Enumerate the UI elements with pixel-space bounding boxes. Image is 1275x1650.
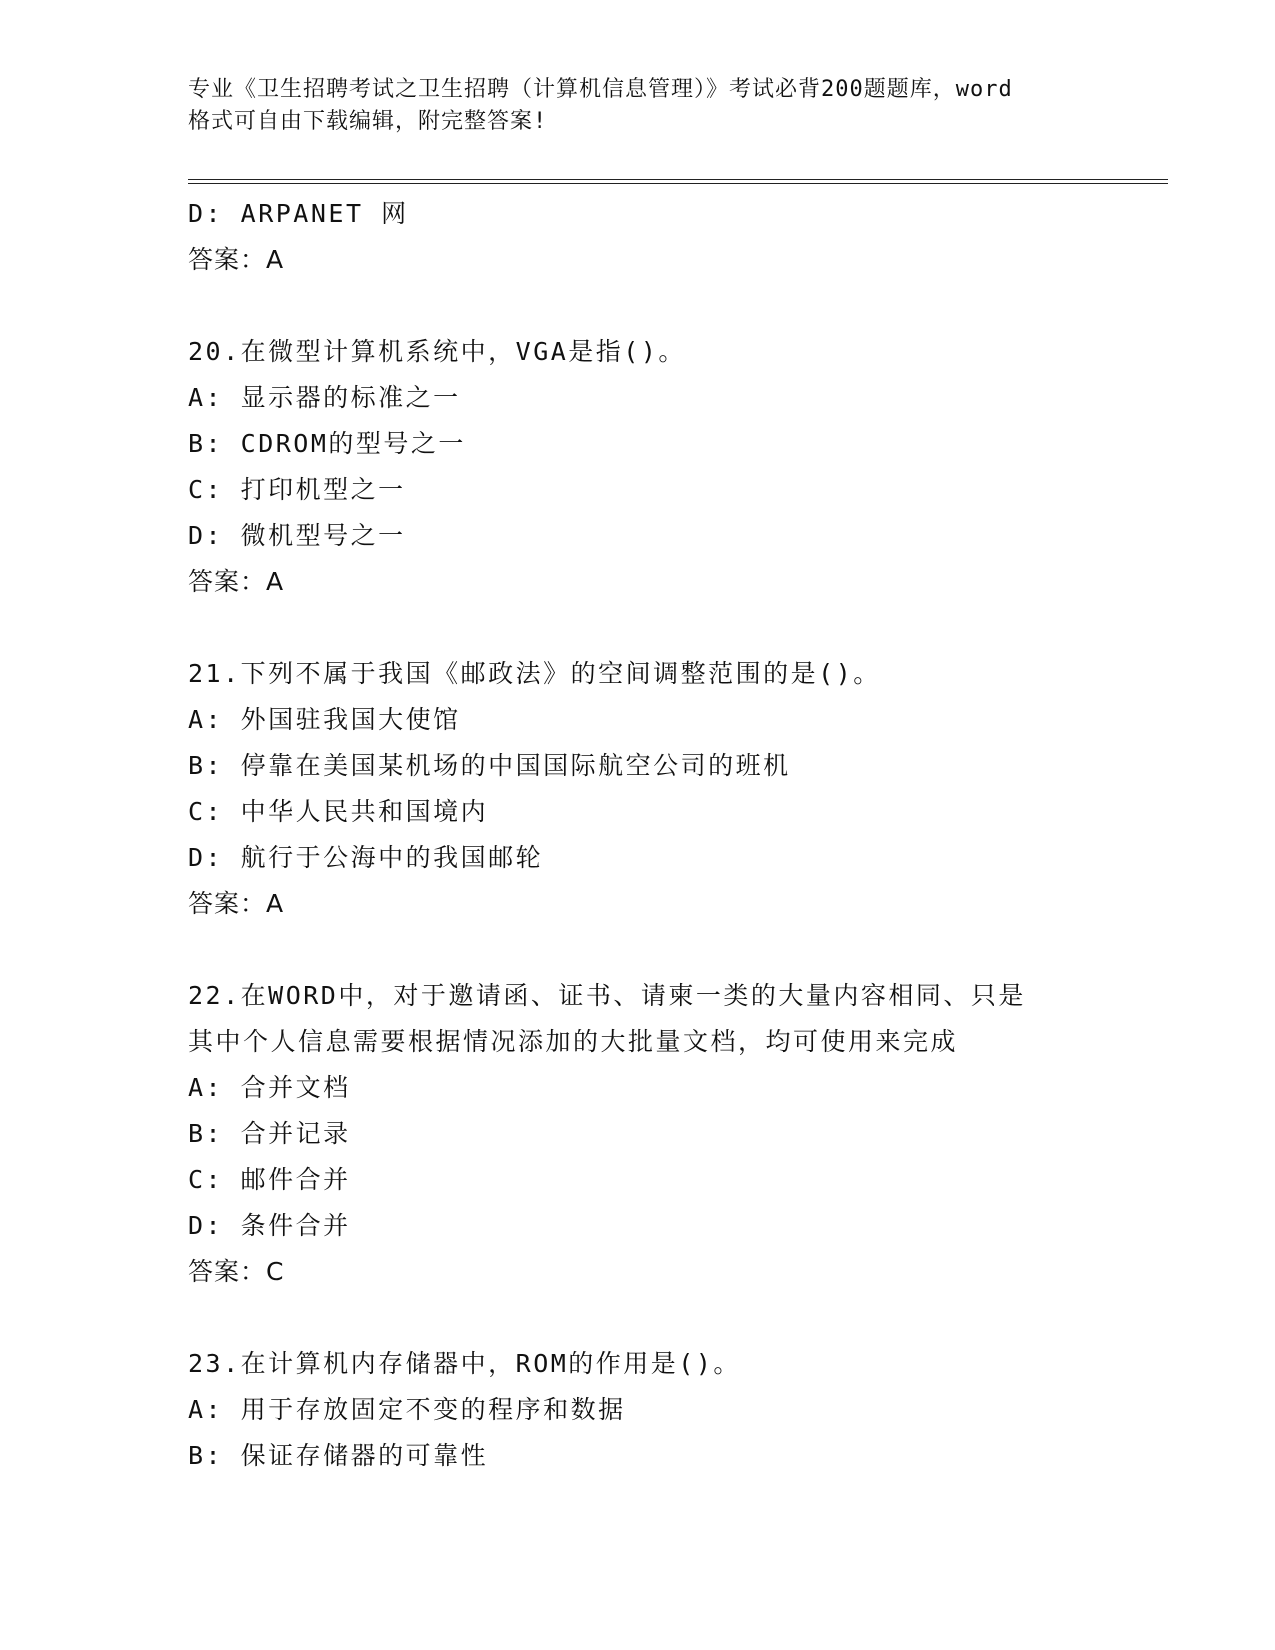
option-c: C: 邮件合并 (188, 1165, 351, 1194)
option-a: A: 显示器的标准之一 (188, 383, 461, 412)
option-d: D: 航行于公海中的我国邮轮 (188, 843, 544, 872)
option-d: D: 微机型号之一 (188, 521, 406, 550)
option-b: B: 合并记录 (188, 1119, 351, 1148)
question-stem: 21.下列不属于我国《邮政法》的空间调整范围的是()。 (188, 659, 881, 688)
header-divider-bottom (188, 183, 1168, 184)
option-d: D: ARPANET 网 (188, 199, 409, 228)
question-stem-line-1: 22.在WORD中，对于邀请函、证书、请柬一类的大量内容相同、只是 (188, 981, 1026, 1010)
option-c: C: 打印机型之一 (188, 475, 406, 504)
header-title-line-1: 专业《卫生招聘考试之卫生招聘（计算机信息管理）》考试必背200题题库，word (188, 77, 1013, 102)
question-stem-line-2: 其中个人信息需要根据情况添加的大批量文档，均可使用来完成 (188, 1027, 959, 1056)
option-d: D: 条件合并 (188, 1211, 351, 1240)
question-list (188, 191, 1168, 1479)
option-c: C: 中华人民共和国境内 (188, 797, 489, 826)
answer-line: 答案：A (188, 245, 285, 274)
answer-line: 答案：A (188, 889, 285, 918)
question-stem: 23.在计算机内存储器中，ROM的作用是()。 (188, 1349, 741, 1378)
answer-line: 答案：A (188, 567, 285, 596)
document-header (188, 74, 1108, 138)
option-b: B: CDROM的型号之一 (188, 429, 466, 458)
header-divider-top (188, 179, 1168, 180)
option-a: A: 合并文档 (188, 1073, 351, 1102)
option-a: A: 用于存放固定不变的程序和数据 (188, 1395, 626, 1424)
answer-line: 答案：C (188, 1257, 285, 1286)
question-stem: 20.在微型计算机系统中，VGA是指()。 (188, 337, 686, 366)
header-title-line-2: 格式可自由下载编辑，附完整答案! (188, 109, 548, 134)
option-b: B: 停靠在美国某机场的中国国际航空公司的班机 (188, 751, 791, 780)
option-a: A: 外国驻我国大使馆 (188, 705, 461, 734)
option-b: B: 保证存储器的可靠性 (188, 1441, 489, 1470)
